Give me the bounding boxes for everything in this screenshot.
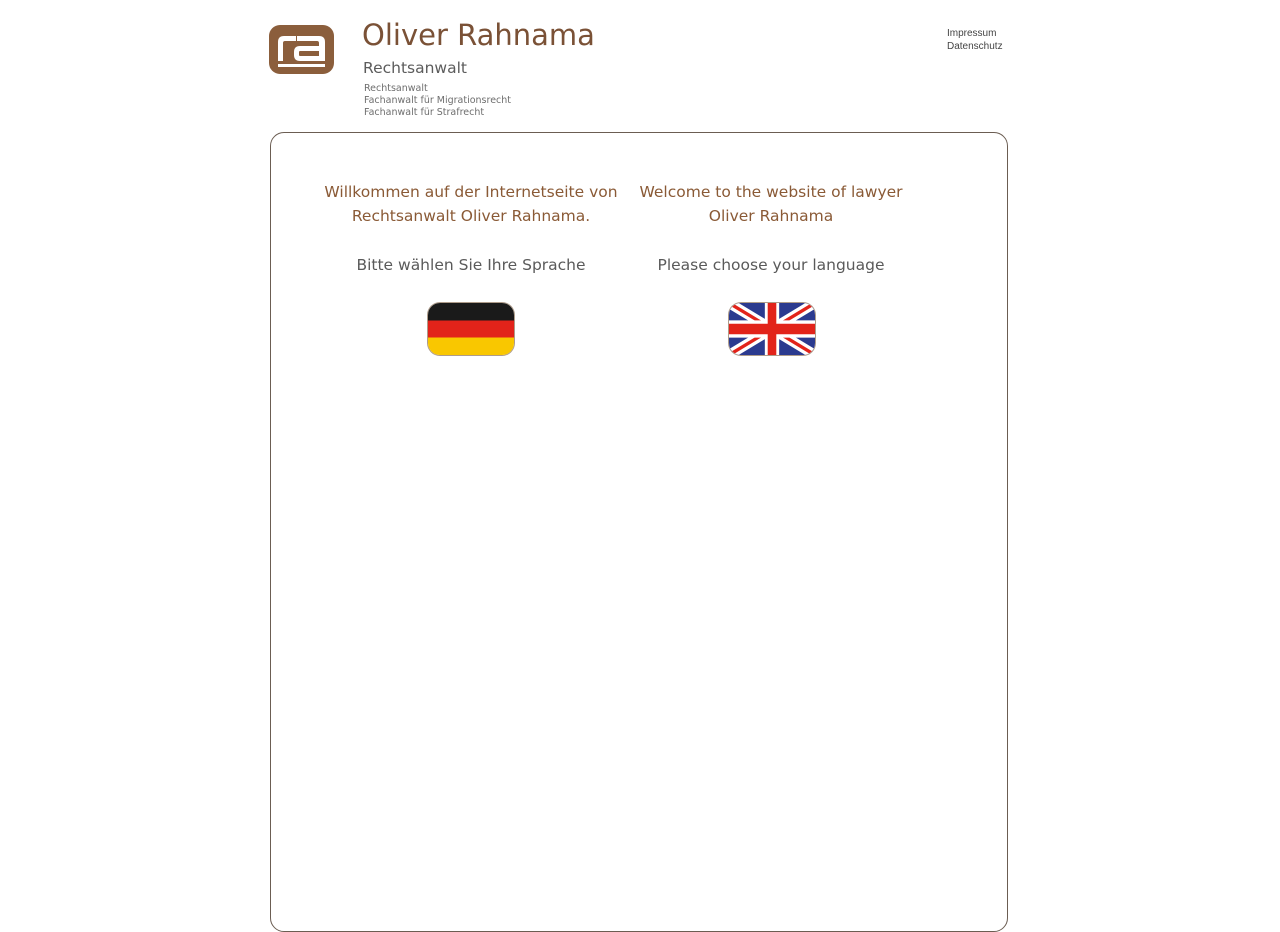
datenschutz-link[interactable]: Datenschutz bbox=[947, 41, 1003, 52]
uk-flag-icon bbox=[729, 303, 815, 355]
specialization-item: Fachanwalt für Migrationsrecht bbox=[364, 95, 512, 106]
english-welcome bbox=[621, 180, 921, 228]
ra-monogram-icon bbox=[269, 25, 334, 74]
german-welcome-line-1: Willkommen auf der Internetseite von bbox=[324, 183, 618, 201]
content-panel bbox=[270, 132, 1008, 932]
top-links bbox=[947, 27, 1003, 53]
english-language-button[interactable] bbox=[729, 303, 815, 355]
brand-title: Rechtsanwalt bbox=[363, 59, 467, 77]
germany-flag-icon bbox=[428, 303, 514, 355]
german-choose-language: Bitte wählen Sie Ihre Sprache bbox=[356, 256, 586, 274]
specialization-item: Fachanwalt für Strafrecht bbox=[364, 107, 485, 118]
specialization-item: Rechtsanwalt bbox=[364, 83, 428, 94]
specializations-list bbox=[364, 83, 511, 119]
german-welcome bbox=[316, 180, 626, 228]
german-language-button[interactable] bbox=[428, 303, 514, 355]
german-welcome-line-2: Rechtsanwalt Oliver Rahnama. bbox=[351, 207, 591, 225]
brand-name: Oliver Rahnama bbox=[362, 18, 595, 52]
english-welcome-line-2: Oliver Rahnama bbox=[708, 207, 834, 225]
logo[interactable] bbox=[269, 25, 334, 74]
impressum-link[interactable]: Impressum bbox=[947, 28, 997, 39]
english-choose-language: Please choose your language bbox=[657, 256, 885, 274]
english-welcome-line-1: Welcome to the website of lawyer bbox=[639, 183, 903, 201]
